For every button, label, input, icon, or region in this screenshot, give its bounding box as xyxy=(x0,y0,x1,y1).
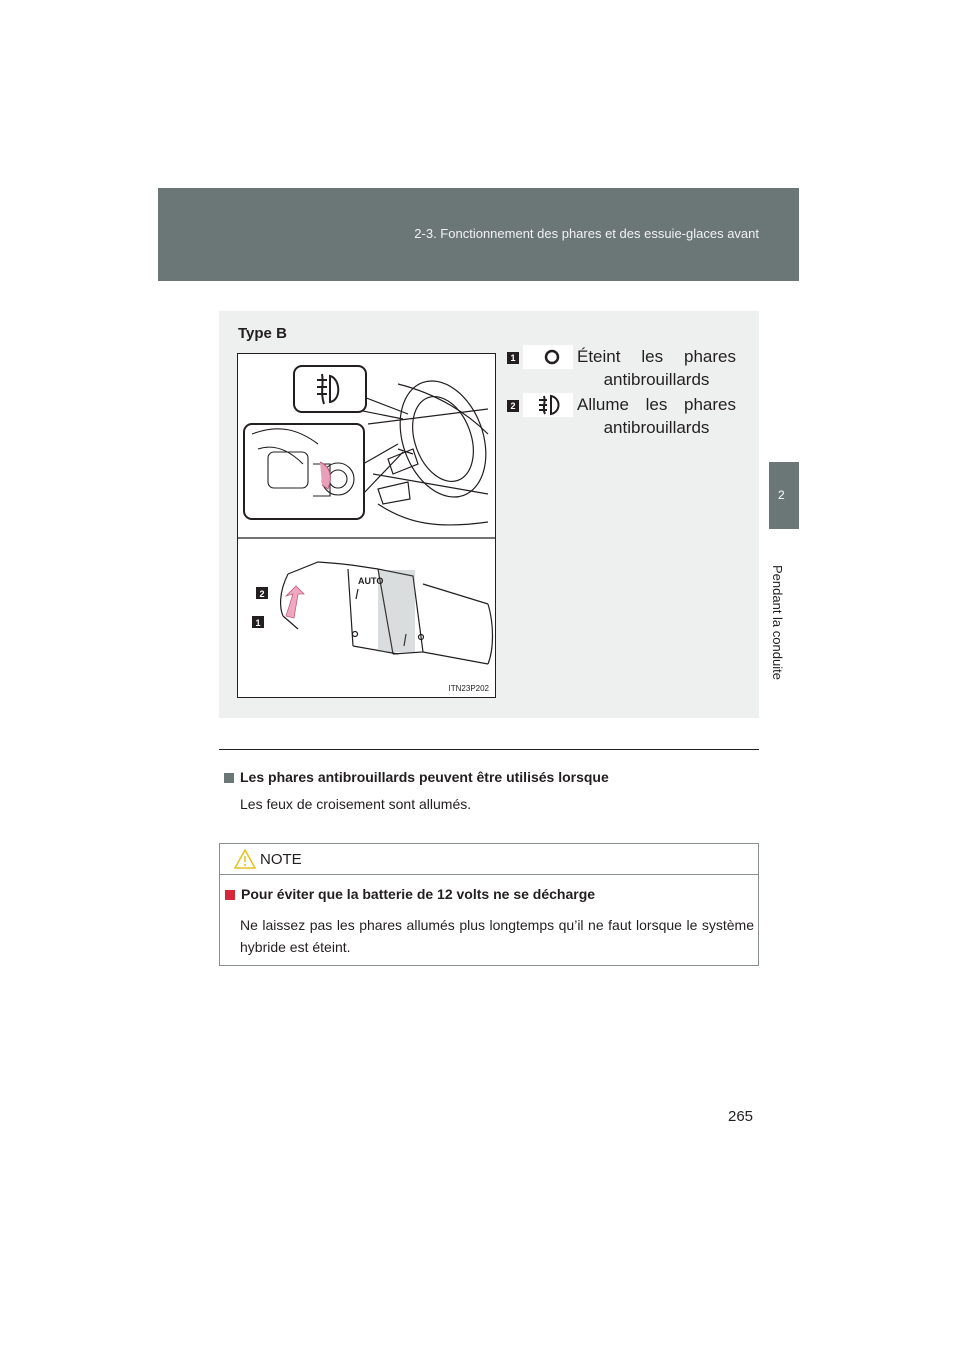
legend-number-1: 1 xyxy=(507,352,519,364)
page-number: 265 xyxy=(728,1108,754,1125)
fog-light-off-icon xyxy=(523,345,573,369)
figure-code: ITN23P202 xyxy=(448,684,489,693)
legend-text-1b: antibrouillards xyxy=(603,370,710,389)
callout-1: 1 xyxy=(255,618,261,628)
auto-label: AUTO xyxy=(358,576,384,586)
chapter-number: 2 xyxy=(778,488,785,502)
panel-title: Type B xyxy=(238,325,287,342)
warning-icon xyxy=(234,849,256,869)
legend-text-1: Éteint les phares xyxy=(577,347,736,366)
fog-light-on-icon xyxy=(523,393,573,417)
bullet-square-icon xyxy=(225,890,235,900)
chapter-header xyxy=(158,188,799,281)
chapter-title: 2-3. Fonctionnement des phares et des essuie-glaces avant xyxy=(414,226,759,241)
legend-number-2: 2 xyxy=(507,400,519,412)
note-title: NOTE xyxy=(260,851,302,868)
section-heading: Les phares antibrouillards peuvent être utilisés lorsque xyxy=(224,769,609,785)
chapter-side-label: Pendant la conduite xyxy=(770,565,785,680)
legend-item-1 xyxy=(507,345,737,395)
note-header xyxy=(220,844,758,875)
switch-illustration xyxy=(238,354,495,697)
note-body: Ne laissez pas les phares allumés plus longtemps qu’il ne faut lorsque le système hybride est éteint. xyxy=(240,917,754,955)
section-body: Les feux de croisement sont allumés. xyxy=(240,796,472,812)
type-b-panel xyxy=(219,311,759,718)
note-box xyxy=(219,843,759,966)
legend-text-2b: antibrouillards xyxy=(603,418,710,437)
legend-text-2: Allume les phares xyxy=(577,395,736,414)
callout-2: 2 xyxy=(259,589,265,599)
section-divider xyxy=(219,749,759,750)
fog-light-switch-figure xyxy=(237,353,496,698)
bullet-square-icon xyxy=(224,773,234,783)
legend-item-2 xyxy=(507,393,737,443)
note-subheading: Pour éviter que la batterie de 12 volts ne se décharge xyxy=(225,886,595,902)
